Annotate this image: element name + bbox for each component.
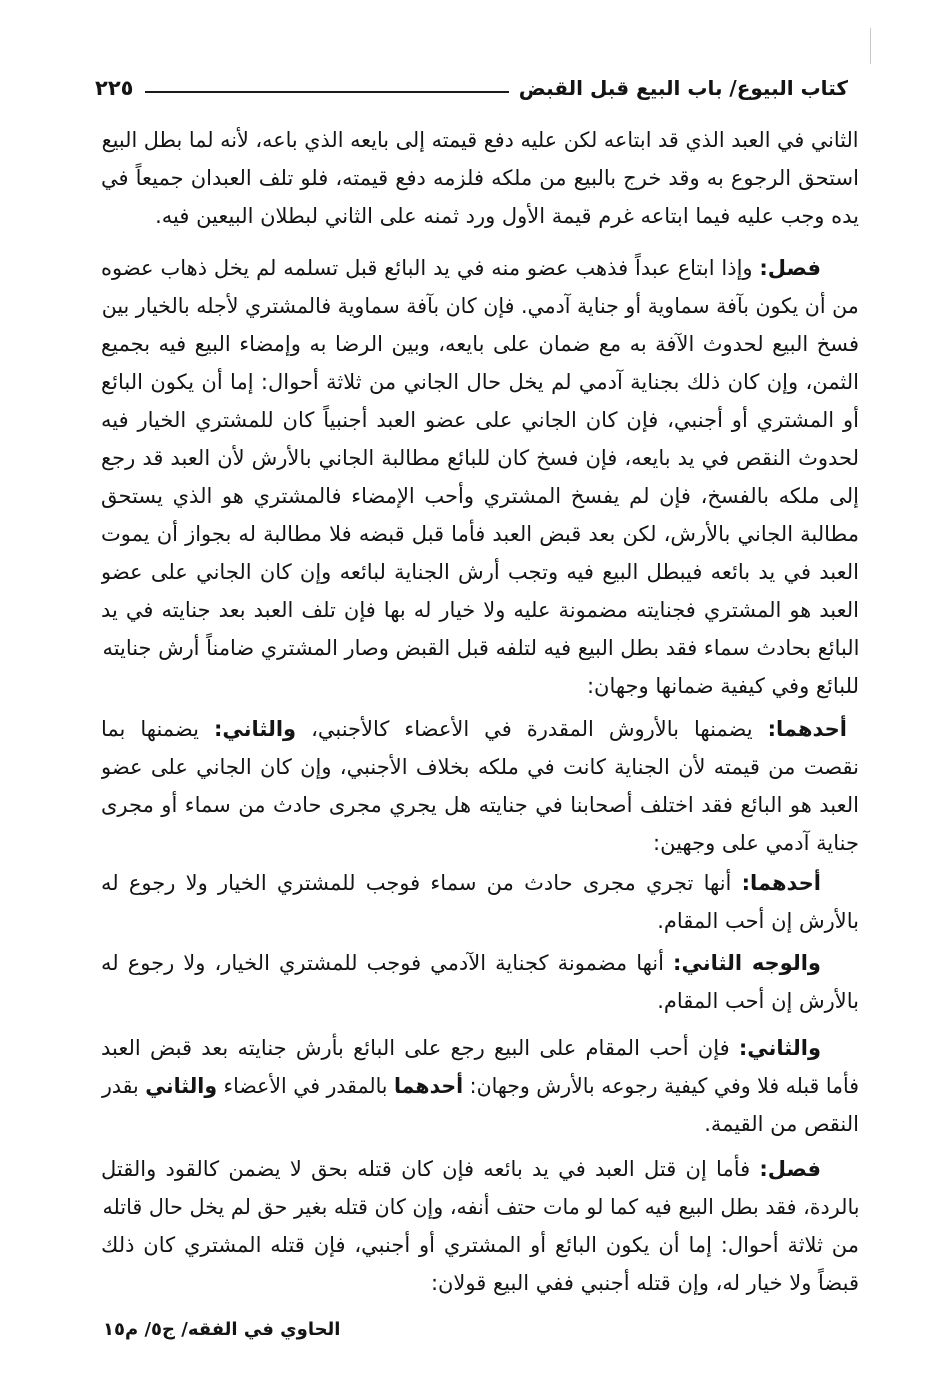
paragraph (101, 249, 859, 705)
line-text: بالردة، فقد بطل البيع فيه كما لو مات حتف أنفه، وإن كان قتله بغير حق لم يخل حال قاتله (101, 1195, 859, 1219)
text-line (101, 249, 859, 287)
point-label: أحدهما (393, 1074, 464, 1098)
line-text: للبائع وفي كيفية ضمانها وجهان: (586, 674, 859, 698)
line-text (102, 1067, 859, 1105)
line-text: قبضاً ولا خيار له، وإن قتله أجنبي ففي البيع قولان: (430, 1271, 859, 1295)
line-text: نقصت من قيمته لأن الجناية كانت في ملكه بخلاف الأجنبي، وإن كان الجاني على عضو (101, 755, 859, 779)
line-text (101, 256, 821, 280)
text-line (101, 121, 859, 159)
line-text-segment: بقدر (102, 1074, 146, 1098)
line-text-segment: فأما قبله فلا وفي كيفية رجوعه بالأرش وجهان: (463, 1074, 859, 1098)
line-text: لحدوث النقص في يد بايعه، فإن فسخ كان للبائع مطالبة الجاني بالأرش لأن العبد قد رجع (101, 446, 859, 470)
line-text: العبد هو المشتري فجنايته مضمونة عليه ولا خيار له بها فإن تلف العبد بعد جنايته في يد (101, 598, 859, 622)
line-text: العبد هو البائع فقد اختلف أصحابنا في جنايته هل يجري مجرى حادث من سماء أو مجرى (101, 793, 859, 817)
line-text-segment: بالمقدر في الأعضاء (217, 1074, 394, 1098)
text-line (101, 363, 859, 401)
line-text-segment: أنها مضمونة كجناية الآدمي فوجب للمشتري الخيار، ولا رجوع له (101, 951, 674, 975)
point-label: والثاني: (213, 717, 297, 741)
line-text (101, 717, 847, 741)
line-text: بالأرش إن أحب المقام. (657, 989, 859, 1013)
line-text: بالأرش إن أحب المقام. (657, 909, 859, 933)
paragraph (101, 121, 859, 235)
text-line (101, 477, 859, 515)
line-text-segment: فإن أحب المقام على البيع رجع على البائع بأرش جنايته بعد قبض العبد (101, 1036, 739, 1060)
text-line (101, 439, 859, 477)
line-text: مطالبة الجاني بالأرش، لكن بعد قبض العبد فأما قبل قبضه فلا مطالبة له بجواز أن يموت (101, 522, 859, 546)
page-number: ٢٢٥ (95, 76, 134, 100)
text-line (101, 159, 859, 197)
text-line (101, 553, 859, 591)
line-text-segment: فأما إن قتل العبد في يد بائعه فإن كان قتله بحق لا يضمن كالقود والقتل (101, 1157, 760, 1181)
text-line (101, 1226, 859, 1264)
text-line (101, 1029, 859, 1067)
text-line (101, 591, 859, 629)
line-text: استحق الرجوع به وقد خرج بالبيع من ملكه فلزمه دفع قيمته، فلو تلف العبدان جميعاً في (101, 166, 859, 190)
section-heading-label: فصل: (759, 256, 821, 280)
text-line (101, 710, 859, 748)
scan-edge-mark (870, 28, 871, 64)
point-label: والوجه الثاني: (673, 951, 821, 975)
line-text: البائع بحادث سماء فقد بطل البيع فيه لتلفه قبل القبض وصار المشتري ضامناً أرش جنايته (102, 636, 859, 660)
volume-signature: الحاوي في الفقه/ ج٥/ م١٥ (103, 1319, 341, 1340)
text-line (101, 786, 859, 824)
text-line (101, 1188, 859, 1226)
text-line (101, 824, 859, 862)
text-line (101, 287, 859, 325)
text-line (101, 1264, 859, 1302)
line-text (101, 871, 821, 895)
line-text: النقص من القيمة. (704, 1112, 859, 1136)
text-line (101, 1067, 859, 1105)
line-text-segment: أنها تجري مجرى حادث من سماء فوجب للمشتري الخيار ولا رجوع له (101, 871, 742, 895)
text-line (101, 629, 859, 667)
running-title: كتاب البيوع/ باب البيع قبل القبض (518, 76, 848, 100)
text-line (101, 325, 859, 363)
line-text: من أن يكون بآفة سماوية أو جناية آدمي. فإن كان بآفة سماوية فالمشتري لأجله بالخيار بين (101, 294, 859, 318)
text-line (101, 401, 859, 439)
text-line (101, 197, 859, 235)
point-label: والثاني (145, 1074, 218, 1098)
line-text (101, 1036, 821, 1060)
line-text: العبد في يد بائعه فيبطل البيع فيه وتجب أرش الجناية لبائعه وإن كان الجاني على عضو (101, 560, 859, 584)
text-line (101, 667, 859, 705)
text-line (101, 748, 859, 786)
line-text-segment: يضمنها بما (101, 717, 214, 741)
line-text: فسخ البيع لحدوث الآفة به مع ضمان على بايعه، وبين الرضا به وإمضاء البيع فيه بجميع (101, 332, 859, 356)
line-text-segment: يضمنها بالأروش المقدرة في الأعضاء كالأجنبي، (296, 717, 768, 741)
line-text: أو المشتري أو أجنبي، فإن كان الجاني على عضو العبد أجنبياً كان للمشتري الخيار فيه (101, 408, 859, 432)
line-text: إلى ملكه بالفسخ، فإن لم يفسخ المشتري وأحب الإمضاء فالمشتري هو الذي يستحق (101, 484, 859, 508)
line-text: الثمن، وإن كان ذلك بجناية آدمي لم يخل حال الجاني من ثلاثة أحوال: إما أن يكون البائع (101, 370, 859, 394)
text-line (101, 1150, 859, 1188)
text-line (101, 864, 859, 902)
paragraph (101, 1029, 859, 1143)
text-line (101, 982, 859, 1020)
paragraph (101, 710, 859, 862)
text-line (101, 944, 859, 982)
point-label: أحدهما: (741, 871, 821, 895)
line-text-segment: وإذا ابتاع عبداً فذهب عضو منه في يد البائع قبل تسلمه لم يخل ذهاب عضوه (101, 256, 760, 280)
text-line (101, 1105, 859, 1143)
paragraph (101, 864, 859, 940)
text-line (101, 515, 859, 553)
paragraph (101, 944, 859, 1020)
line-text (101, 951, 821, 975)
paragraph (101, 1150, 859, 1302)
point-label: والثاني: (738, 1036, 821, 1060)
header-rule (145, 91, 508, 93)
line-text (101, 1157, 821, 1181)
line-text: جناية آدمي على وجهين: (653, 831, 859, 855)
running-header (95, 72, 848, 104)
section-heading-label: فصل: (759, 1157, 821, 1181)
line-text: الثاني في العبد الذي قد ابتاعه لكن عليه دفع قيمته إلى بايعه الذي باعه، لأنه لما بطل البيع (102, 128, 859, 152)
line-text: من ثلاثة أحوال: إما أن يكون البائع أو المشتري أو أجنبي، فإن قتله المشتري كان ذلك (101, 1233, 859, 1257)
line-text: يده وجب عليه فيما ابتاعه غرم قيمة الأول ورد ثمنه على الثاني لبطلان البيعين فيه. (155, 204, 859, 228)
text-line (101, 902, 859, 940)
point-label: أحدهما: (767, 717, 847, 741)
